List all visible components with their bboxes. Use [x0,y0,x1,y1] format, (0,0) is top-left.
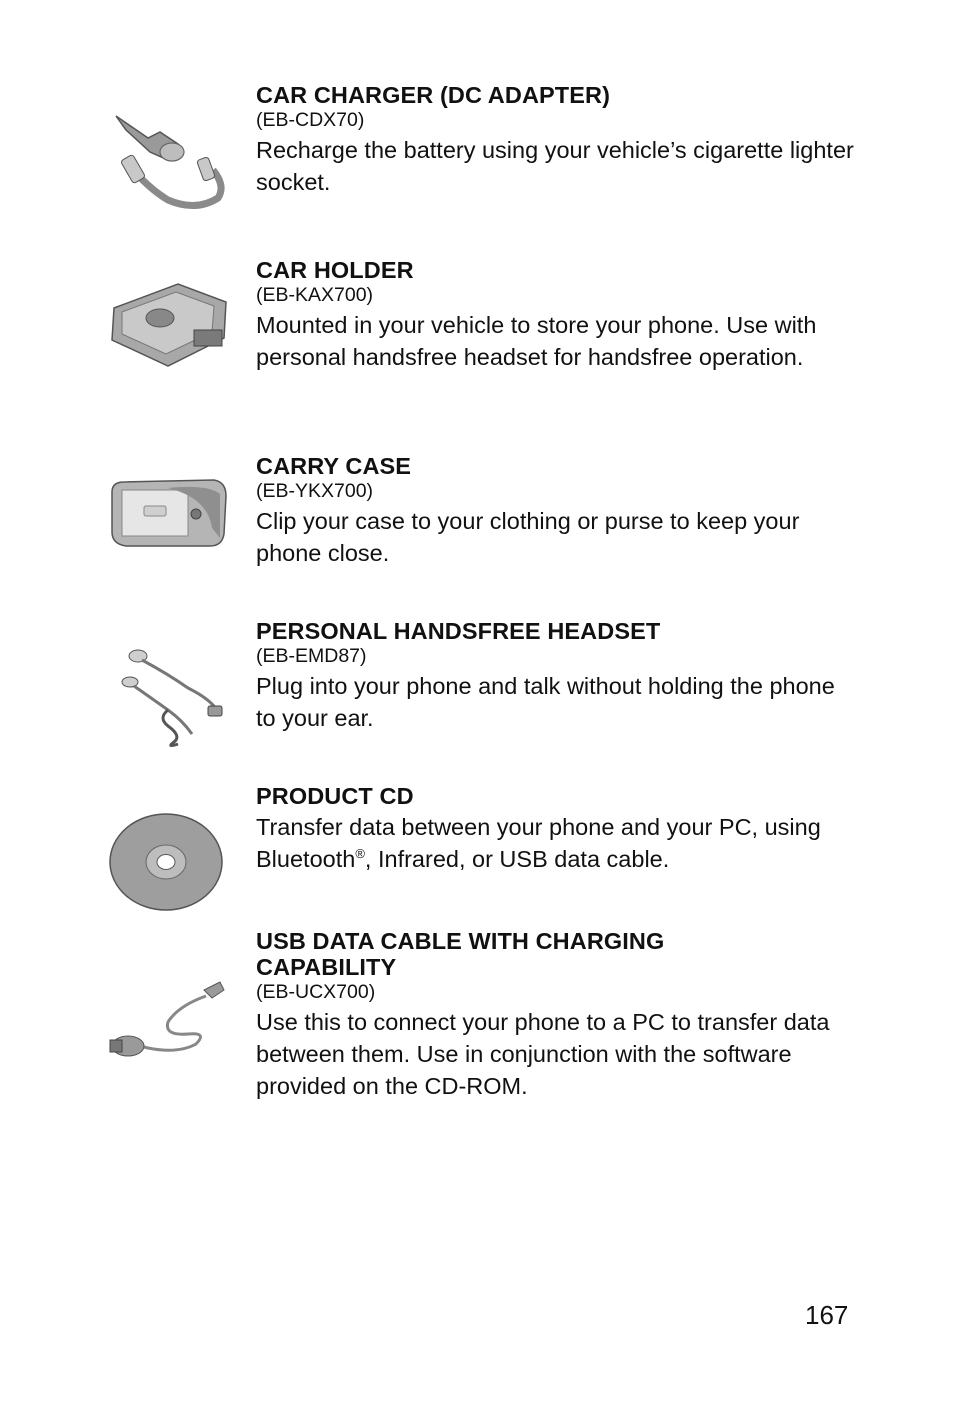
item-description: Use this to connect your phone to a PC to transfer data between them. Use in conjunction with the software provided on the CD-ROM. [256,1009,830,1099]
accessory-product-cd [256,783,856,875]
item-description-text-end: , Infrared, or USB data cable. [364,846,670,872]
car-charger-icon [108,108,228,213]
carry-case-icon [108,478,228,550]
accessory-usb-cable [256,928,856,1102]
accessory-headset [256,618,856,734]
item-model-code: (EB-UCX700) [256,981,376,1003]
item-description: Clip your case to your clothing or purse to keep your phone close. [256,508,800,566]
item-description: Recharge the battery using your vehicle’s cigarette lighter socket. [256,137,854,195]
accessory-car-holder [256,257,856,373]
item-title: CAR HOLDER [256,257,414,283]
item-description [256,811,856,875]
item-title: PRODUCT CD [256,783,414,809]
item-title: CAR CHARGER (DC ADAPTER) [256,82,611,108]
item-model-code: (EB-EMD87) [256,645,367,667]
accessory-carry-case [256,453,856,569]
item-title: USB DATA CABLE WITH CHARGING CAPABILITY [256,928,665,980]
page-number: 167 [805,1300,849,1330]
item-title: PERSONAL HANDSFREE HEADSET [256,618,661,644]
item-description-text: Transfer data between your phone and your PC, using Bluetooth [256,814,821,872]
registered-mark: ® [355,846,365,861]
usb-cable-icon [108,976,228,1062]
item-model-code: (EB-KAX700) [256,284,374,306]
headset-icon [108,644,228,748]
item-description: Plug into your phone and talk without holding the phone to your ear. [256,673,835,731]
accessory-car-charger [256,82,856,198]
item-description: Mounted in your vehicle to store your phone. Use with personal handsfree headset for handsfree operation. [256,312,817,370]
item-model-code: (EB-CDX70) [256,109,365,131]
item-title: CARRY CASE [256,453,412,479]
car-holder-icon [108,278,228,370]
cd-icon [108,812,228,912]
item-model-code: (EB-YKX700) [256,480,374,502]
